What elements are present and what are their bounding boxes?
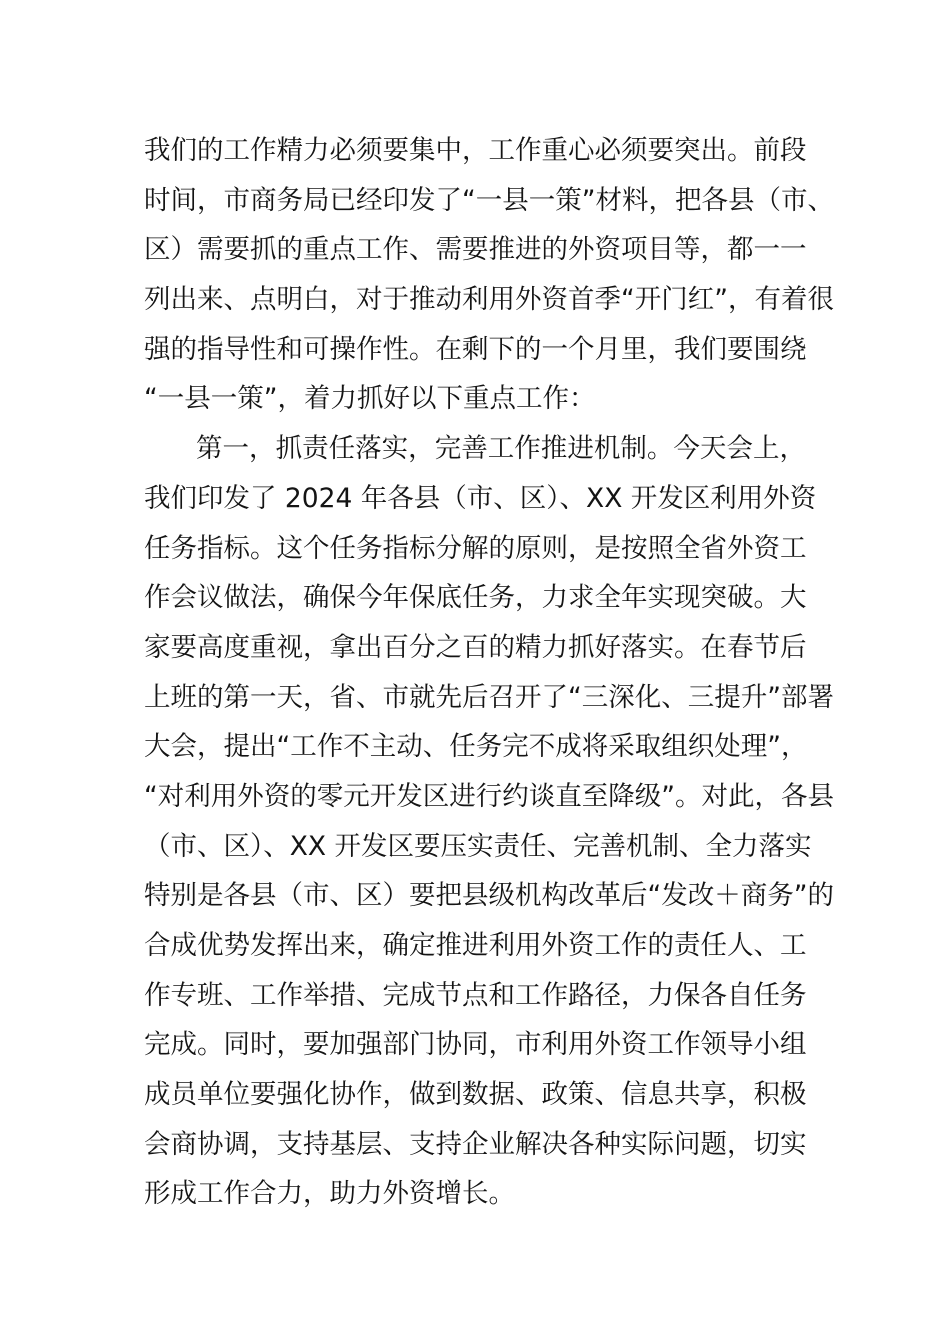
text-line: （市、区）、XX 开发区要压实责任、完善机制、全力落实 (144, 830, 812, 862)
document-body (144, 126, 834, 1219)
text-line: 成员单位要强化协作，做到数据、政策、信息共享，积极 (144, 1079, 807, 1111)
text-line: 家要高度重视，拿出百分之百的精力抓好落实。在春节后 (144, 631, 807, 663)
text-line: 作专班、工作举措、完成节点和工作路径，力保各自任务 (144, 979, 807, 1011)
text-line: 大会，提出“工作不主动、任务完不成将采取组织处理”， (144, 731, 808, 763)
text-line: 完成。同时，要加强部门协同，市利用外资工作领导小组 (144, 1029, 807, 1061)
text-line: 形成工作合力，助力外资增长。 (144, 1178, 515, 1210)
text-line: 任务指标。这个任务指标分解的原则，是按照全省外资工 (144, 532, 807, 564)
text-line: 强的指导性和可操作性。在剩下的一个月里，我们要围绕 (144, 333, 807, 365)
text-line: 区）需要抓的重点工作、需要推进的外资项目等，都一一 (144, 234, 807, 266)
text-line: “一县一策”，着力抓好以下重点工作： (144, 383, 596, 415)
text-line: 作会议做法，确保今年保底任务，力求全年实现突破。大 (144, 582, 807, 614)
text-line: 合成优势发挥出来，确定推进利用外资工作的责任人、工 (144, 930, 807, 961)
text-line: 我们的工作精力必须要集中，工作重心必须要突出。前段 (144, 135, 807, 166)
text-line: 我们印发了 2024 年各县（市、区）、XX 开发区利用外资 (144, 482, 817, 514)
text-line: 列出来、点明白，对于推动利用外资首季“开门红”，有着很 (144, 284, 834, 316)
text-line: “对利用外资的零元开发区进行约谈直至降级”。对此，各县 (144, 780, 834, 812)
text-line: 时间，市商务局已经印发了“一县一策”材料，把各县（市、 (144, 184, 834, 216)
text-line: 会商协调，支持基层、支持企业解决各种实际问题，切实 (144, 1128, 807, 1160)
text-line: 特别是各县（市、区）要把县级机构改革后“发改＋商务”的 (144, 880, 834, 912)
text-line: 上班的第一天，省、市就先后召开了“三深化、三提升”部署 (144, 681, 834, 713)
paragraph-first-line: 第一，抓责任落实，完善工作推进机制。今天会上， (196, 433, 806, 465)
